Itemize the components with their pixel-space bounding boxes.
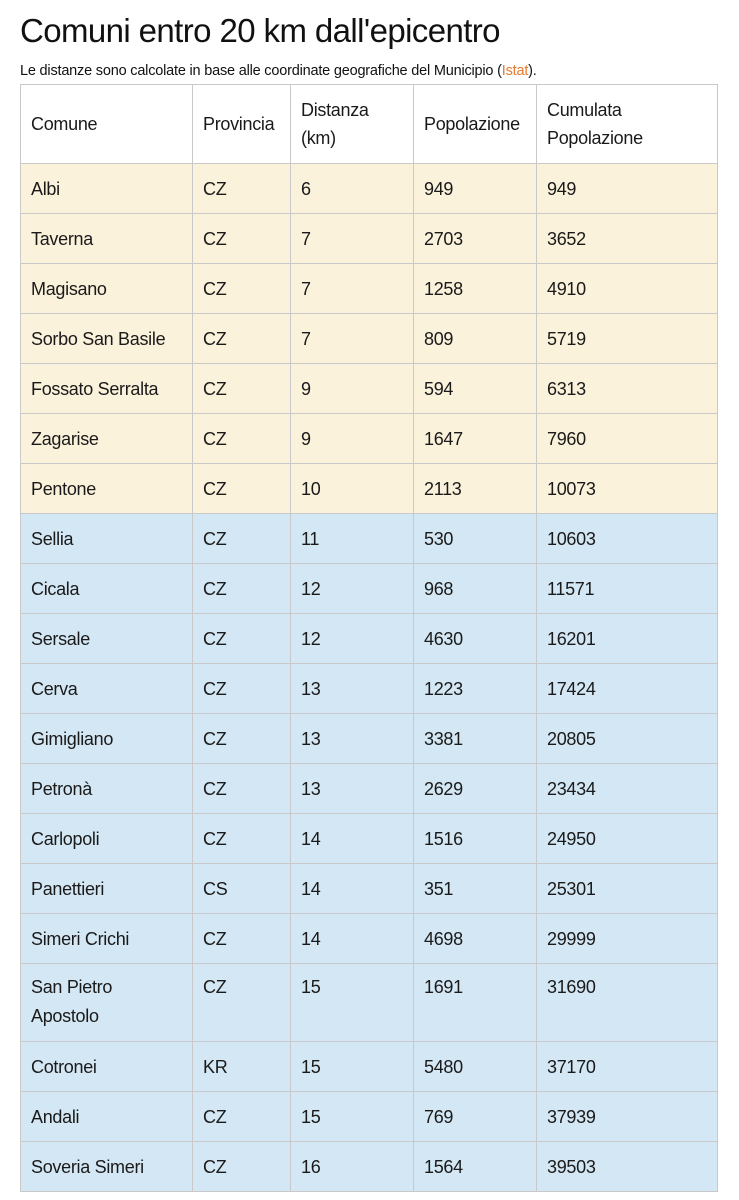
cell-comune: Sorbo San Basile bbox=[21, 314, 193, 364]
cell-cumulata: 17424 bbox=[537, 664, 718, 714]
cell-comune: Fossato Serralta bbox=[21, 364, 193, 414]
cell-popolazione: 1647 bbox=[414, 414, 537, 464]
cell-cumulata: 6313 bbox=[537, 364, 718, 414]
cell-popolazione: 1516 bbox=[414, 814, 537, 864]
cell-provincia: CZ bbox=[193, 614, 291, 664]
cell-distanza: 15 bbox=[291, 1042, 414, 1092]
table-row bbox=[21, 764, 718, 814]
cell-provincia: CZ bbox=[193, 214, 291, 264]
cell-provincia: CZ bbox=[193, 414, 291, 464]
table-row bbox=[21, 1042, 718, 1092]
istat-link[interactable]: Istat bbox=[501, 63, 529, 79]
cell-distanza: 10 bbox=[291, 464, 414, 514]
table-row bbox=[21, 1092, 718, 1142]
cell-popolazione: 1258 bbox=[414, 264, 537, 314]
cell-popolazione: 530 bbox=[414, 514, 537, 564]
cell-distanza: 13 bbox=[291, 664, 414, 714]
cell-provincia: CZ bbox=[193, 514, 291, 564]
cell-popolazione: 1223 bbox=[414, 664, 537, 714]
table-row bbox=[21, 664, 718, 714]
cell-cumulata: 20805 bbox=[537, 714, 718, 764]
table-row bbox=[21, 714, 718, 764]
header-cumulata: Cumulata Popolazione bbox=[537, 85, 718, 164]
cell-cumulata: 24950 bbox=[537, 814, 718, 864]
cell-comune: Albi bbox=[21, 164, 193, 214]
cell-cumulata: 4910 bbox=[537, 264, 718, 314]
cell-distanza: 14 bbox=[291, 914, 414, 964]
cell-cumulata: 10603 bbox=[537, 514, 718, 564]
cell-provincia: CZ bbox=[193, 914, 291, 964]
cell-popolazione: 594 bbox=[414, 364, 537, 414]
cell-provincia: CZ bbox=[193, 1092, 291, 1142]
cell-distanza: 12 bbox=[291, 564, 414, 614]
cell-comune: Simeri Crichi bbox=[21, 914, 193, 964]
cell-comune: Sersale bbox=[21, 614, 193, 664]
cell-comune: Zagarise bbox=[21, 414, 193, 464]
cell-comune: Soveria Simeri bbox=[21, 1142, 193, 1192]
cell-popolazione: 1564 bbox=[414, 1142, 537, 1192]
header-popolazione: Popolazione bbox=[414, 85, 537, 164]
cell-popolazione: 809 bbox=[414, 314, 537, 364]
header-comune: Comune bbox=[21, 85, 193, 164]
cell-cumulata: 16201 bbox=[537, 614, 718, 664]
cell-popolazione: 1691 bbox=[414, 964, 537, 1042]
cell-comune: Cerva bbox=[21, 664, 193, 714]
table-row bbox=[21, 514, 718, 564]
cell-comune: Magisano bbox=[21, 264, 193, 314]
cell-popolazione: 4630 bbox=[414, 614, 537, 664]
table-body bbox=[21, 164, 718, 1192]
cell-distanza: 14 bbox=[291, 864, 414, 914]
cell-cumulata: 29999 bbox=[537, 914, 718, 964]
cell-distanza: 9 bbox=[291, 364, 414, 414]
cell-distanza: 14 bbox=[291, 814, 414, 864]
header-provincia: Provincia bbox=[193, 85, 291, 164]
cell-popolazione: 949 bbox=[414, 164, 537, 214]
caption-text-end: ). bbox=[528, 63, 537, 79]
cell-cumulata: 31690 bbox=[537, 964, 718, 1042]
cell-cumulata: 25301 bbox=[537, 864, 718, 914]
table-row bbox=[21, 964, 718, 1042]
cell-distanza: 13 bbox=[291, 714, 414, 764]
cell-distanza: 11 bbox=[291, 514, 414, 564]
cell-cumulata: 11571 bbox=[537, 564, 718, 614]
table-row bbox=[21, 1142, 718, 1192]
page-title: Comuni entro 20 km dall'epicentro bbox=[20, 12, 500, 49]
table-row bbox=[21, 914, 718, 964]
cell-provincia: CS bbox=[193, 864, 291, 914]
cell-provincia: CZ bbox=[193, 264, 291, 314]
cell-provincia: KR bbox=[193, 1042, 291, 1092]
cell-cumulata: 39503 bbox=[537, 1142, 718, 1192]
cell-comune: Sellia bbox=[21, 514, 193, 564]
cell-popolazione: 3381 bbox=[414, 714, 537, 764]
cell-distanza: 6 bbox=[291, 164, 414, 214]
cell-popolazione: 2629 bbox=[414, 764, 537, 814]
table-row bbox=[21, 364, 718, 414]
cell-provincia: CZ bbox=[193, 664, 291, 714]
cell-provincia: CZ bbox=[193, 564, 291, 614]
comuni-table bbox=[20, 84, 718, 1192]
cell-provincia: CZ bbox=[193, 814, 291, 864]
cell-comune: Cicala bbox=[21, 564, 193, 614]
cell-distanza: 7 bbox=[291, 214, 414, 264]
table-row bbox=[21, 464, 718, 514]
cell-comune: Andali bbox=[21, 1092, 193, 1142]
cell-comune: Panettieri bbox=[21, 864, 193, 914]
cell-provincia: CZ bbox=[193, 164, 291, 214]
cell-cumulata: 949 bbox=[537, 164, 718, 214]
cell-distanza: 13 bbox=[291, 764, 414, 814]
table-row bbox=[21, 814, 718, 864]
cell-distanza: 7 bbox=[291, 264, 414, 314]
cell-cumulata: 37939 bbox=[537, 1092, 718, 1142]
cell-provincia: CZ bbox=[193, 964, 291, 1042]
table-row bbox=[21, 164, 718, 214]
cell-comune: Cotronei bbox=[21, 1042, 193, 1092]
cell-distanza: 9 bbox=[291, 414, 414, 464]
header-distanza: Distanza (km) bbox=[291, 85, 414, 164]
cell-provincia: CZ bbox=[193, 364, 291, 414]
cell-comune: San Pietro Apostolo bbox=[21, 964, 193, 1042]
table-row bbox=[21, 614, 718, 664]
cell-comune: Gimigliano bbox=[21, 714, 193, 764]
cell-distanza: 15 bbox=[291, 1092, 414, 1142]
table-row bbox=[21, 864, 718, 914]
caption-text: Le distanze sono calcolate in base alle coordinate geografiche del Municipio ( bbox=[20, 63, 502, 79]
cell-cumulata: 3652 bbox=[537, 214, 718, 264]
cell-provincia: CZ bbox=[193, 464, 291, 514]
cell-distanza: 12 bbox=[291, 614, 414, 664]
cell-cumulata: 23434 bbox=[537, 764, 718, 814]
cell-cumulata: 7960 bbox=[537, 414, 718, 464]
cell-cumulata: 10073 bbox=[537, 464, 718, 514]
cell-comune: Petronà bbox=[21, 764, 193, 814]
cell-popolazione: 351 bbox=[414, 864, 537, 914]
cell-popolazione: 968 bbox=[414, 564, 537, 614]
table-row bbox=[21, 564, 718, 614]
cell-provincia: CZ bbox=[193, 1142, 291, 1192]
cell-provincia: CZ bbox=[193, 764, 291, 814]
cell-distanza: 16 bbox=[291, 1142, 414, 1192]
cell-comune: Carlopoli bbox=[21, 814, 193, 864]
cell-popolazione: 2703 bbox=[414, 214, 537, 264]
cell-popolazione: 769 bbox=[414, 1092, 537, 1142]
cell-comune: Pentone bbox=[21, 464, 193, 514]
table-row bbox=[21, 264, 718, 314]
cell-cumulata: 37170 bbox=[537, 1042, 718, 1092]
cell-popolazione: 4698 bbox=[414, 914, 537, 964]
cell-provincia: CZ bbox=[193, 314, 291, 364]
table-row bbox=[21, 414, 718, 464]
cell-comune: Taverna bbox=[21, 214, 193, 264]
table-row bbox=[21, 314, 718, 364]
cell-popolazione: 5480 bbox=[414, 1042, 537, 1092]
cell-popolazione: 2113 bbox=[414, 464, 537, 514]
cell-cumulata: 5719 bbox=[537, 314, 718, 364]
table-header-row bbox=[21, 85, 718, 164]
cell-distanza: 15 bbox=[291, 964, 414, 1042]
table-caption bbox=[20, 54, 739, 84]
cell-distanza: 7 bbox=[291, 314, 414, 364]
cell-provincia: CZ bbox=[193, 714, 291, 764]
table-row bbox=[21, 214, 718, 264]
